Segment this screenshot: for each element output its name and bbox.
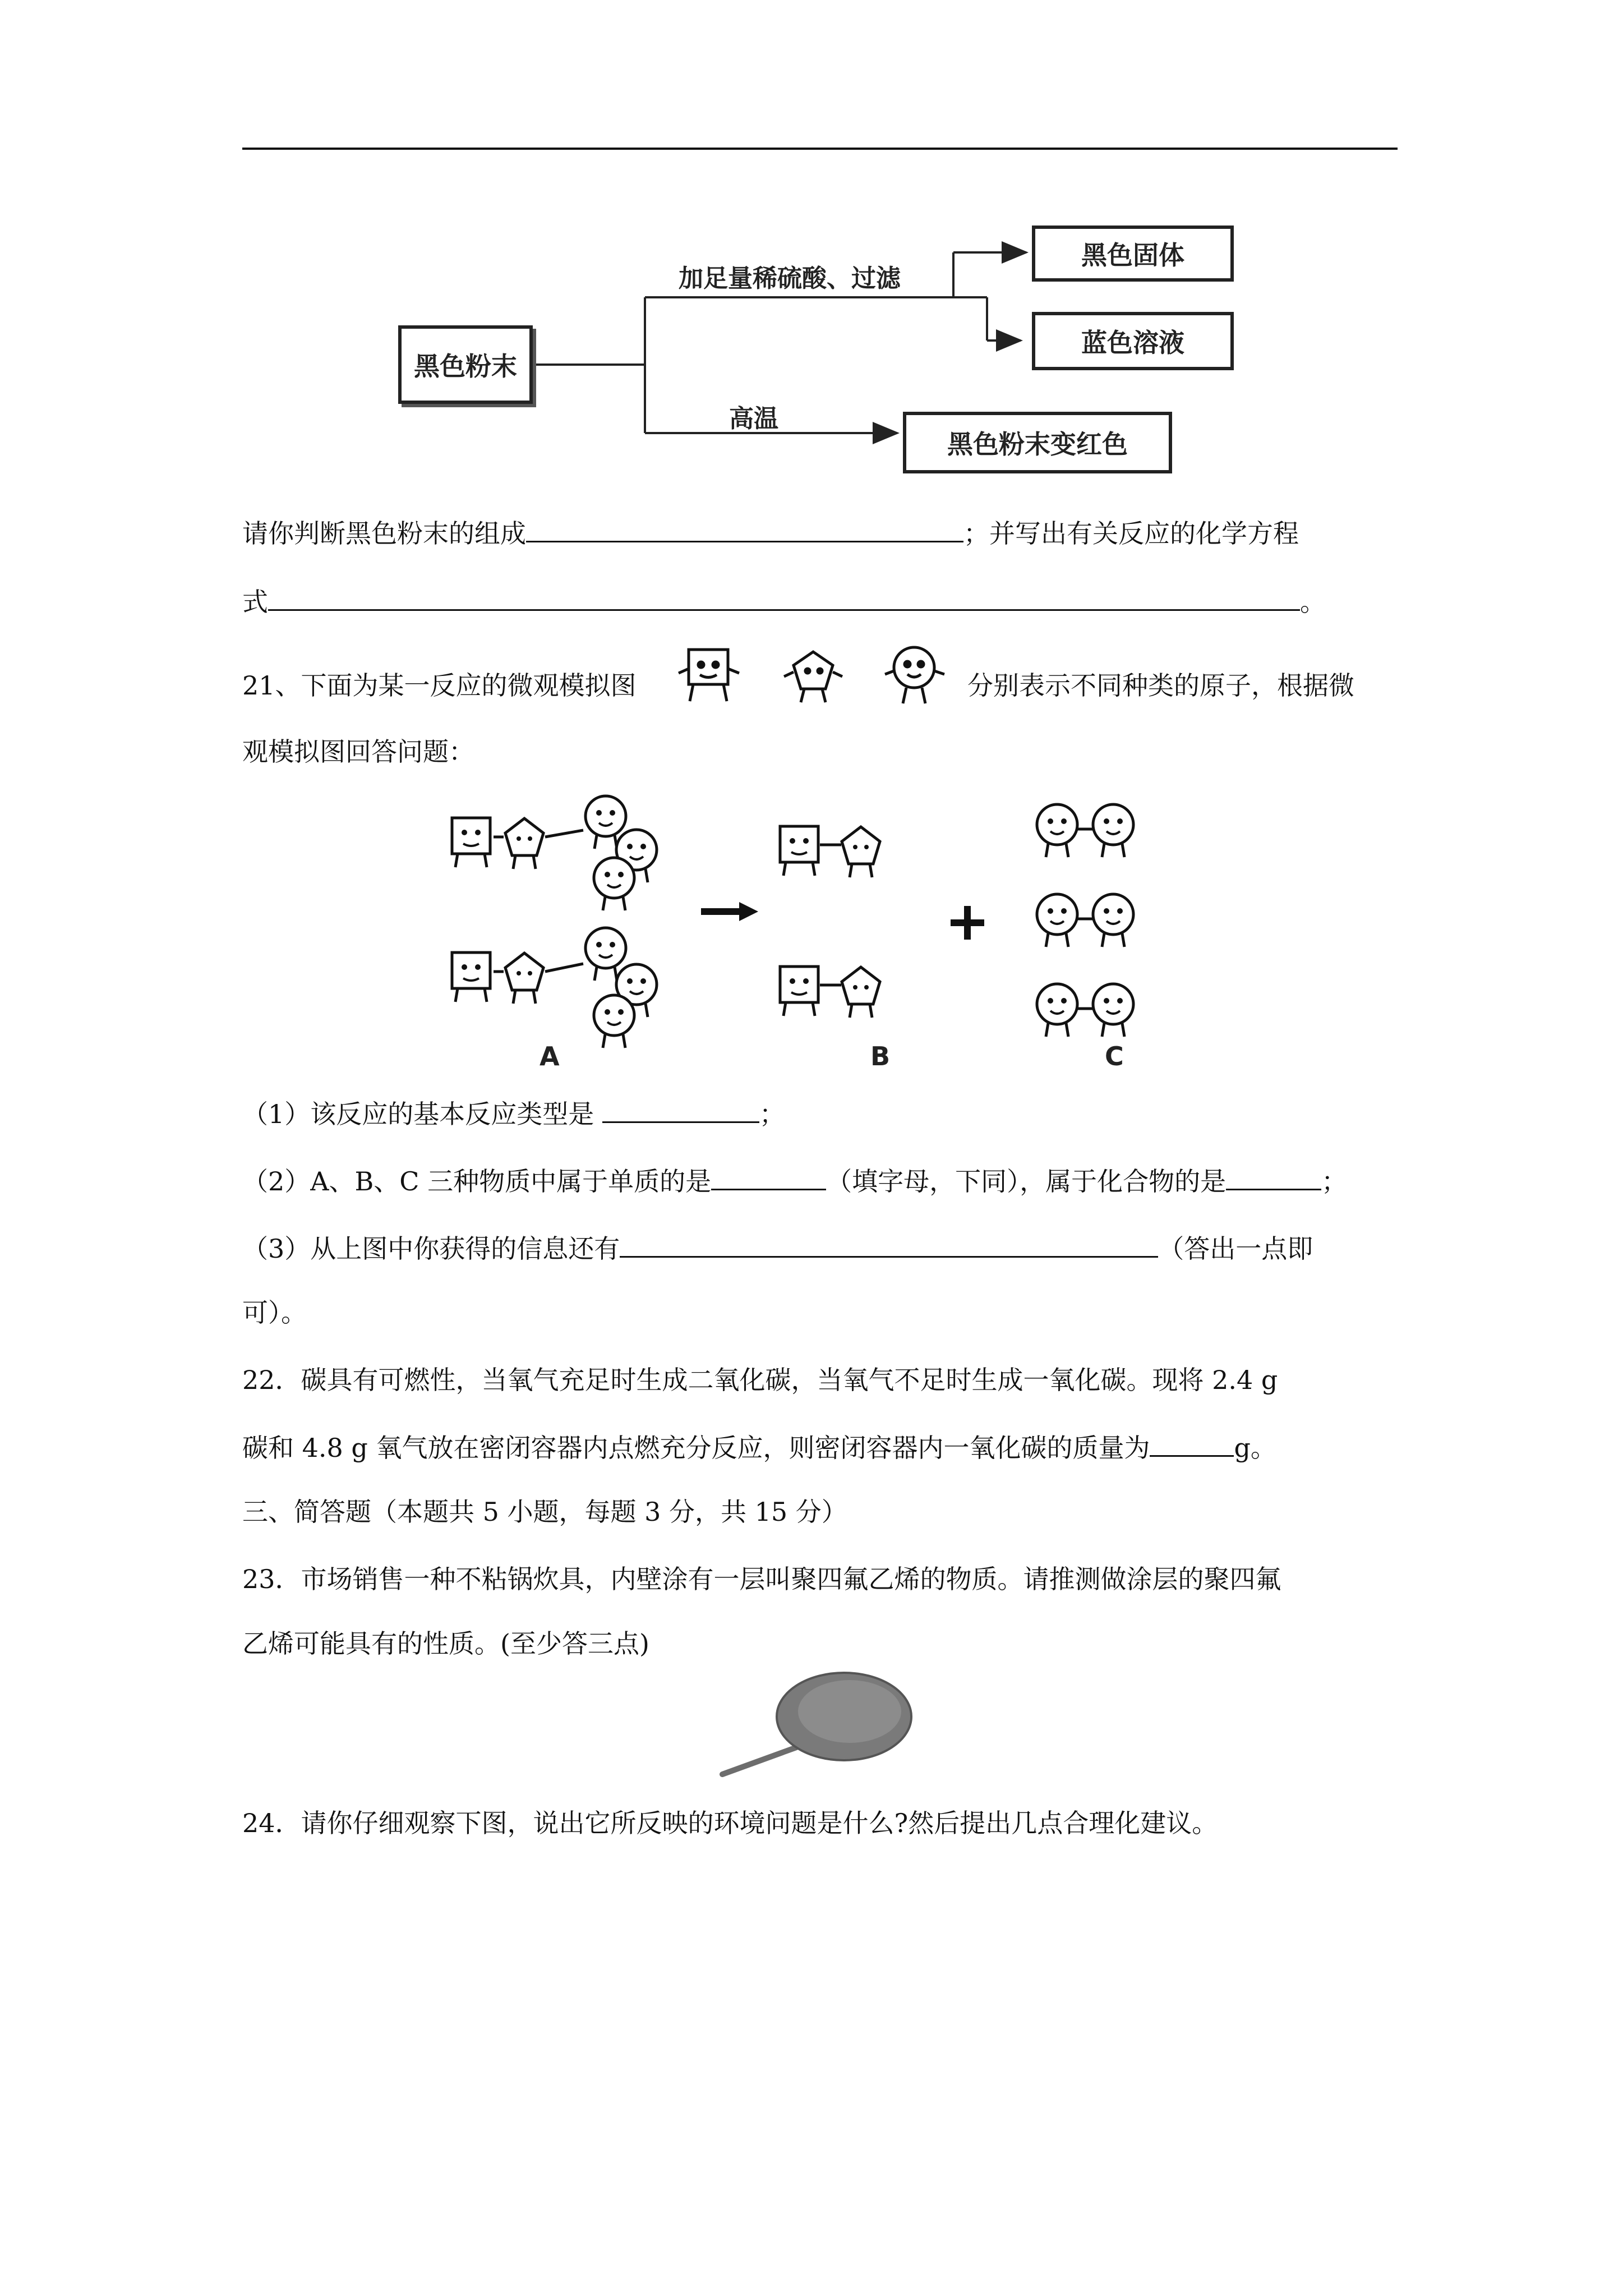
- atom-legend: [673, 639, 965, 712]
- q21-sub2-suffix: ；: [1321, 1166, 1348, 1197]
- molecule-group-b: [780, 826, 880, 1018]
- q23-line2: 乙烯可能具有的性质。(至少答三点): [242, 1628, 649, 1659]
- q22-line1: 22．碳具有可燃性，当氧气充足时生成二氧化碳，当氧气不足时生成一氧化碳。现将 2.4 g: [242, 1365, 1278, 1395]
- box-black-powder: 黑色粉末: [398, 325, 533, 404]
- pan-image: [718, 1669, 920, 1781]
- label-b: B: [870, 1041, 891, 1071]
- q21-sub1-suffix: ；: [759, 1099, 785, 1129]
- q21-sub1: [242, 1097, 785, 1131]
- q21-sub3-prompt: （3）从上图中你获得的信息还有: [242, 1234, 620, 1264]
- q21-info-blank[interactable]: [620, 1231, 1158, 1258]
- q21-compound-blank[interactable]: [1226, 1164, 1321, 1190]
- q23-line1: 23．市场销售一种不粘锅炊具，内壁涂有一层叫聚四氟乙烯的物质。请推测做涂层的聚四氟: [242, 1564, 1281, 1594]
- pentagon-atom-icon: [784, 652, 842, 702]
- q21-sub3: [242, 1231, 1313, 1266]
- q20-prompt: 请你判断黑色粉末的组成: [242, 518, 526, 549]
- molecule-group-c: [1037, 804, 1133, 1037]
- q21-sub2: [242, 1164, 1347, 1198]
- q21-intro-prefix: 21、下面为某一反应的微观模拟图: [242, 670, 637, 701]
- label-high-temp: 高温: [729, 404, 778, 433]
- label-acid-filter: 加足量稀硫酸、过滤: [679, 264, 901, 293]
- q21-element-blank[interactable]: [711, 1164, 826, 1190]
- atom-legend-icons: [673, 639, 965, 712]
- q21-sub2-prompt: （2）A、B、C 三种物质中属于单质的是: [242, 1166, 712, 1197]
- q24-line1: 24．请你仔细观察下图，说出它所反映的环境问题是什么?然后提出几点合理化建议。: [242, 1808, 1218, 1838]
- section3-heading: 三、简答题（本题共 5 小题，每题 3 分，共 15 分）: [242, 1497, 847, 1527]
- q21-sub2-mid: （填字母，下同），属于化合物的是: [826, 1166, 1227, 1197]
- q22-co-mass-blank[interactable]: [1150, 1430, 1234, 1457]
- frying-pan-icon: [718, 1669, 920, 1781]
- q20-line2: [242, 585, 1326, 619]
- header-rule: [242, 148, 1398, 150]
- box-blue-solution: 蓝色溶液: [1032, 312, 1234, 370]
- plus-sign: [951, 906, 984, 940]
- molecule-group-a: [452, 796, 657, 1048]
- q22-line2: [242, 1430, 1276, 1465]
- box-turns-red: 黑色粉末变红色: [903, 412, 1172, 473]
- q20-suffix: ；并写出有关反应的化学方程: [963, 518, 1299, 549]
- flowchart: [387, 213, 1251, 482]
- square-atom-icon: [679, 650, 739, 701]
- label-c: C: [1105, 1041, 1124, 1071]
- circle-atom-icon: [885, 647, 944, 703]
- box-black-solid: 黑色固体: [1032, 226, 1234, 282]
- q22-unit: g。: [1234, 1433, 1276, 1463]
- q20-line2-prefix: 式: [242, 587, 268, 617]
- q20-equation-blank[interactable]: [268, 585, 1300, 611]
- label-a: A: [540, 1041, 560, 1071]
- q21-reaction-type-blank[interactable]: [602, 1097, 759, 1123]
- q21-sub1-prompt: （1）该反应的基本反应类型是: [242, 1099, 594, 1129]
- q21-intro-suffix: 分别表示不同种类的原子，根据微: [967, 670, 1354, 701]
- reaction-molecules: [415, 785, 1223, 1077]
- q21-intro-line2: 观模拟图回答问题：: [242, 737, 474, 767]
- q21-sub3-line2: 可）。: [242, 1297, 307, 1328]
- reaction-diagram: [415, 785, 1223, 1077]
- q20-line1: [242, 516, 1299, 550]
- q22-line2-prompt: 碳和 4.8 g 氧气放在密闭容器内点燃充分反应，则密闭容器内一氧化碳的质量为: [242, 1433, 1150, 1463]
- q21-sub3-suffix: （答出一点即: [1158, 1234, 1313, 1264]
- q20-composition-blank[interactable]: [526, 516, 963, 542]
- reaction-arrow: [701, 902, 758, 921]
- q20-line2-suffix: 。: [1300, 587, 1326, 617]
